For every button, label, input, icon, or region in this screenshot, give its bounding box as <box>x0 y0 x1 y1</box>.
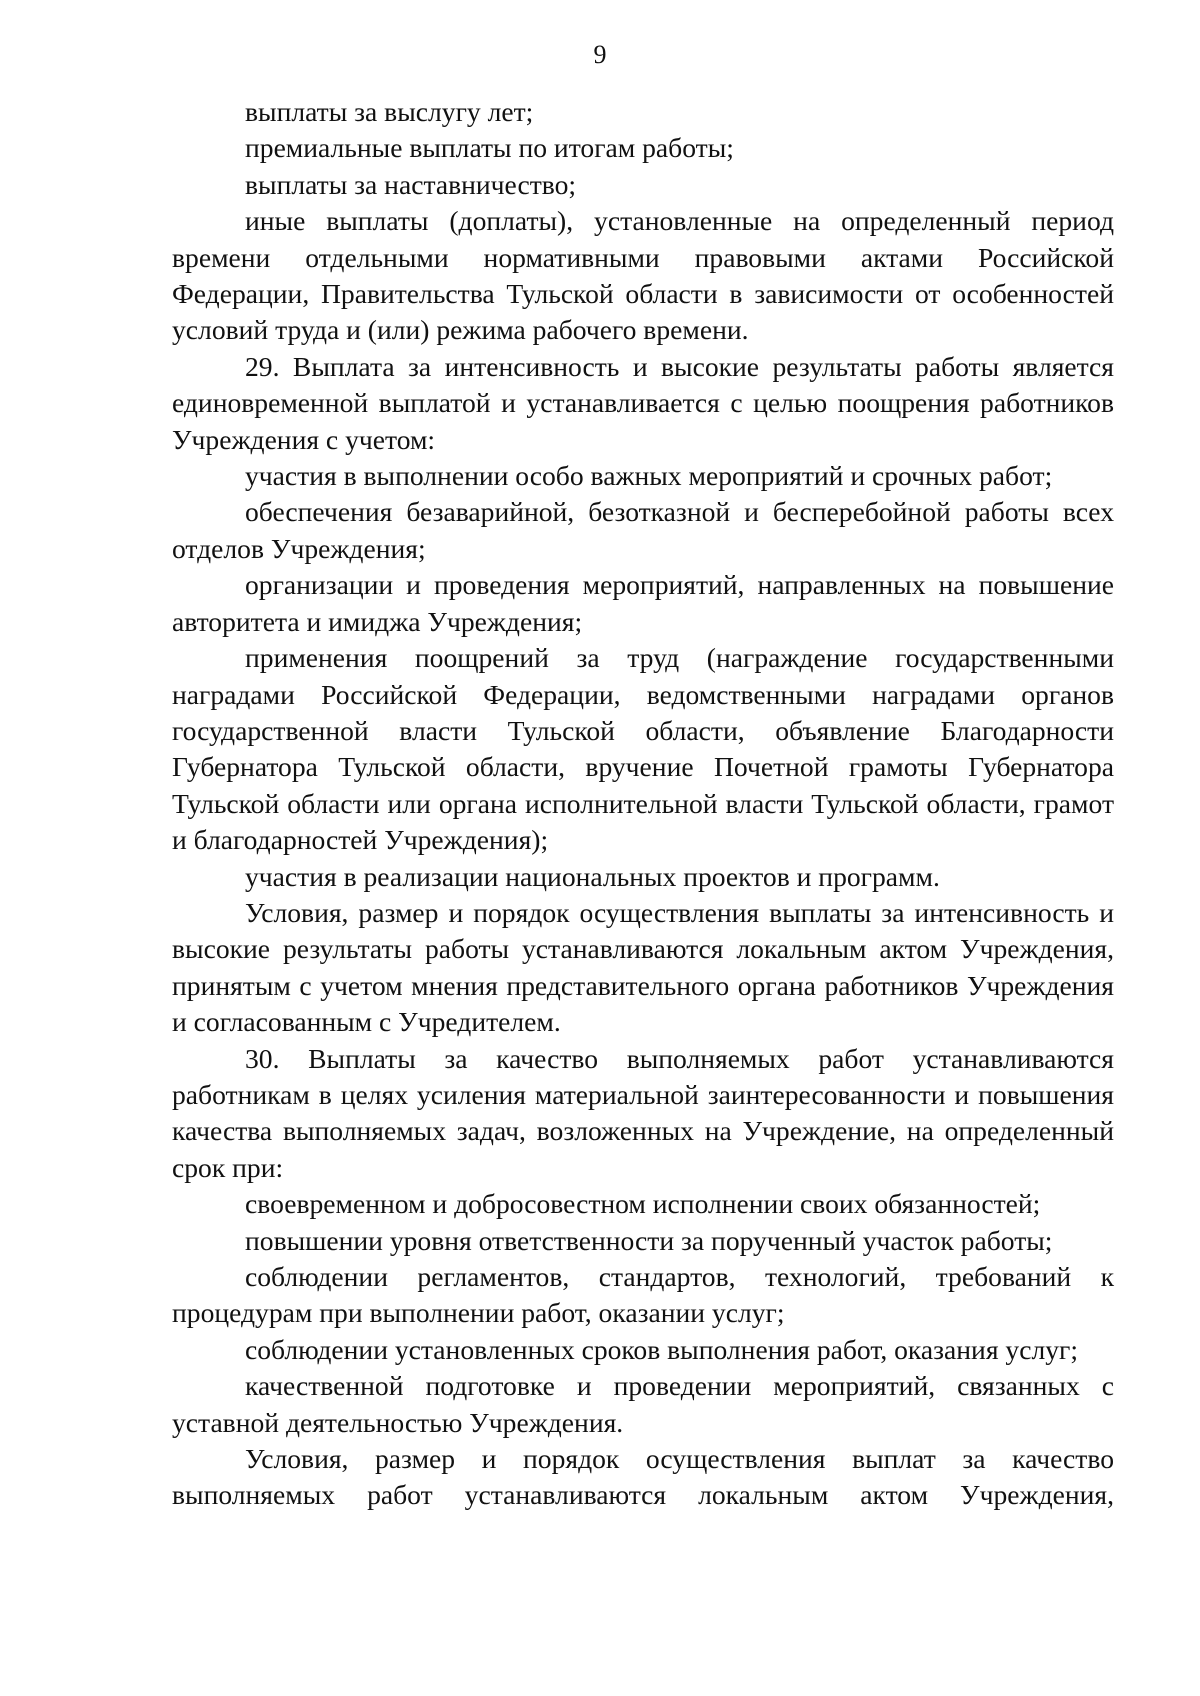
paragraph-regulations: соблюдении регламентов, стандартов, технологий, требований к процедурам при выполнении работ, оказании услуг; <box>172 1261 1114 1329</box>
paragraph-mentoring-payments: выплаты за наставничество; <box>245 168 577 200</box>
page-number: 9 <box>593 40 607 69</box>
paragraph-quality-events: качественной подготовке и проведении мероприятий, связанных с уставной деятельностью Учреждения. <box>172 1370 1114 1438</box>
paragraph-quality-conditions: Условия, размер и порядок осуществления выплат за качество выполняемых работ устанавливаются локальным актом Учреждения, <box>172 1443 1114 1511</box>
paragraph-seniority-payments: выплаты за выслугу лет; <box>245 96 534 127</box>
paragraph-important-events: участия в выполнении особо важных мероприятий и срочных работ; <box>245 460 1053 492</box>
paragraph-deadlines: соблюдении установленных сроков выполнения работ, оказания услуг; <box>245 1333 1079 1365</box>
paragraph-item-29: 29. Выплата за интенсивность и высокие результаты работы является единовременной выплатой и устанавливается с целью поощрения работников Учреждения с учетом: <box>172 350 1114 455</box>
paragraph-intensity-conditions: Условия, размер и порядок осуществления выплаты за интенсивность и высокие результаты работы устанавливаются локальным актом Учреждения, принятым с учетом мнения представительного органа работников Учреждения и согласованным с Учредителем. <box>172 896 1114 1038</box>
paragraph-responsibility: повышении уровня ответственности за порученный участок работы; <box>245 1224 1053 1256</box>
paragraph-other-payments: иные выплаты (доплаты), установленные на определенный период времени отдельными нормативными правовыми актами Российской Федерации, Правительства Тульской области в зависимости от особенностей условий труда и (или) режима рабочего времени. <box>172 205 1114 346</box>
paragraph-awards: применения поощрений за труд (награждение государственными наградами Российской Федерации, ведомственными наградами органов государственной власти Тульской области, объявление Благодарности Губернатора Тульской области, вручение Почетной грамоты Губернатора Тульской области или органа исполнительной власти Тульской области, грамот и благодарностей Учреждения); <box>172 642 1114 856</box>
paragraph-bonus-payments: премиальные выплаты по итогам работы; <box>245 132 734 164</box>
paragraph-timely-duties: своевременном и добросовестном исполнении своих обязанностей; <box>245 1188 1041 1220</box>
document-body <box>172 94 1114 1514</box>
paragraph-uninterrupted-work: обеспечения безаварийной, безотказной и бесперебойной работы всех отделов Учреждения; <box>172 496 1114 564</box>
paragraph-item-30: 30. Выплаты за качество выполняемых работ устанавливаются работникам в целях усиления материальной заинтересованности и повышения качества выполняемых задач, возложенных на Учреждение, на определенный срок при: <box>172 1042 1114 1183</box>
paragraph-national-projects: участия в реализации национальных проектов и программ. <box>245 860 940 892</box>
paragraph-image-events: организации и проведения мероприятий, направленных на повышение авторитета и имиджа Учреждения; <box>172 569 1114 637</box>
